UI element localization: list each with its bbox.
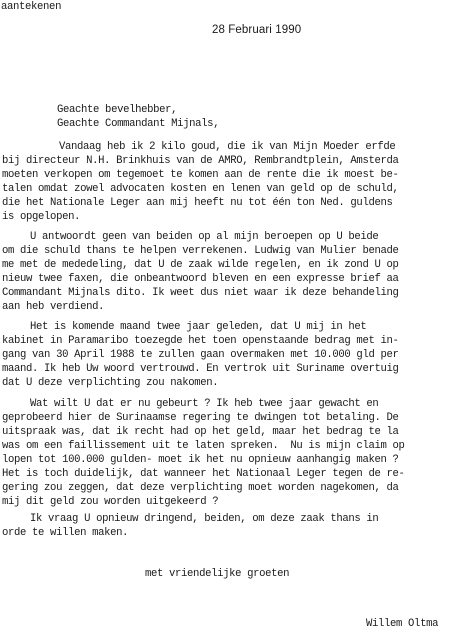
body-line: gang van 30 April 1988 te zullen gaan overmaken met 10.000 gld per — [2, 349, 399, 361]
body-line: geprobeerd hier de Surinaamse regering te dwingen tot betaling. De — [2, 412, 399, 424]
body-line: die het Nationale Leger aan mij heeft nu tot één ton Ned. guldens — [2, 197, 393, 209]
body-line: om die schuld thans te helpen verrekenen. Ludwig van Mulier benade — [2, 245, 399, 257]
body-line: lopen tot 100.000 gulden- moet ik het nu opnieuw aanhangig maken ? — [2, 454, 399, 466]
body-line: bij directeur N.H. Brinkhuis van de AMRO, Rembrandtplein, Amsterda — [2, 155, 399, 167]
body-line: Wat wilt U dat er nu gebeurt ? Ik heb twee jaar gewacht en — [30, 398, 379, 410]
body-line: Commandant Mijnals dito. Ik weet dus niet waar ik deze behandeling — [2, 287, 399, 299]
body-line: gering zou zeggen, dat deze verplichting moet worden nagekomen, da — [2, 482, 399, 494]
body-line: Vandaag heb ik 2 kilo goud, die ik van Mijn Moeder erfde — [59, 141, 396, 153]
body-line: mij dit geld zou worden uitgekeerd ? — [2, 496, 219, 508]
salutation-2: Geachte Commandant Mijnals, — [57, 118, 220, 130]
closing-greeting: met vriendelijke groeten — [145, 568, 290, 580]
signature: Willem Oltma — [366, 618, 439, 630]
body-line: orde te willen maken. — [2, 527, 129, 539]
registered-mail-label: aantekenen — [1, 1, 62, 13]
body-line: nieuw twee faxen, die onbeantwoord bleven en een expresse brief aa — [2, 273, 399, 285]
body-line: dat U deze verplichting zou nakomen. — [2, 377, 219, 389]
body-line: moeten verkopen om tegemoet te komen aan de rente die ik moest be- — [2, 169, 399, 181]
body-line: is opgelopen. — [2, 211, 81, 223]
letter-date: 28 Februari 1990 — [212, 24, 302, 36]
body-line: uitspraak was, dat ik recht had op het geld, maar het bedrag te la — [2, 426, 399, 438]
body-line: Het is toch duidelijk, dat wanneer het Nationaal Leger tegen de re- — [2, 468, 405, 480]
body-line: maand. Ik heb Uw woord vertrouwd. En vertrok uit Suriname overtuig — [2, 363, 399, 375]
body-line: U antwoordt geen van beiden op al mijn beroepen op U beide — [30, 231, 379, 243]
body-line: Ik vraag U opnieuw dringend, beiden, om deze zaak thans in — [30, 513, 379, 525]
body-line: kabinet in Paramaribo toezegde het toen openstaande bedrag met in- — [2, 335, 399, 347]
salutation-1: Geachte bevelhebber, — [57, 104, 178, 116]
body-line: talen omdat zowel advocaten kosten en lenen van geld op de schuld, — [2, 183, 399, 195]
body-line: was om een faillissement uit te laten spreken. Nu is mijn claim op — [2, 440, 405, 452]
body-line: Het is komende maand twee jaar geleden, dat U mij in het — [30, 321, 367, 333]
body-line: aan heb verdiend. — [2, 301, 105, 313]
body-line: me met de mededeling, dat U de zaak wilde regelen, en ik zond U op — [2, 259, 399, 271]
